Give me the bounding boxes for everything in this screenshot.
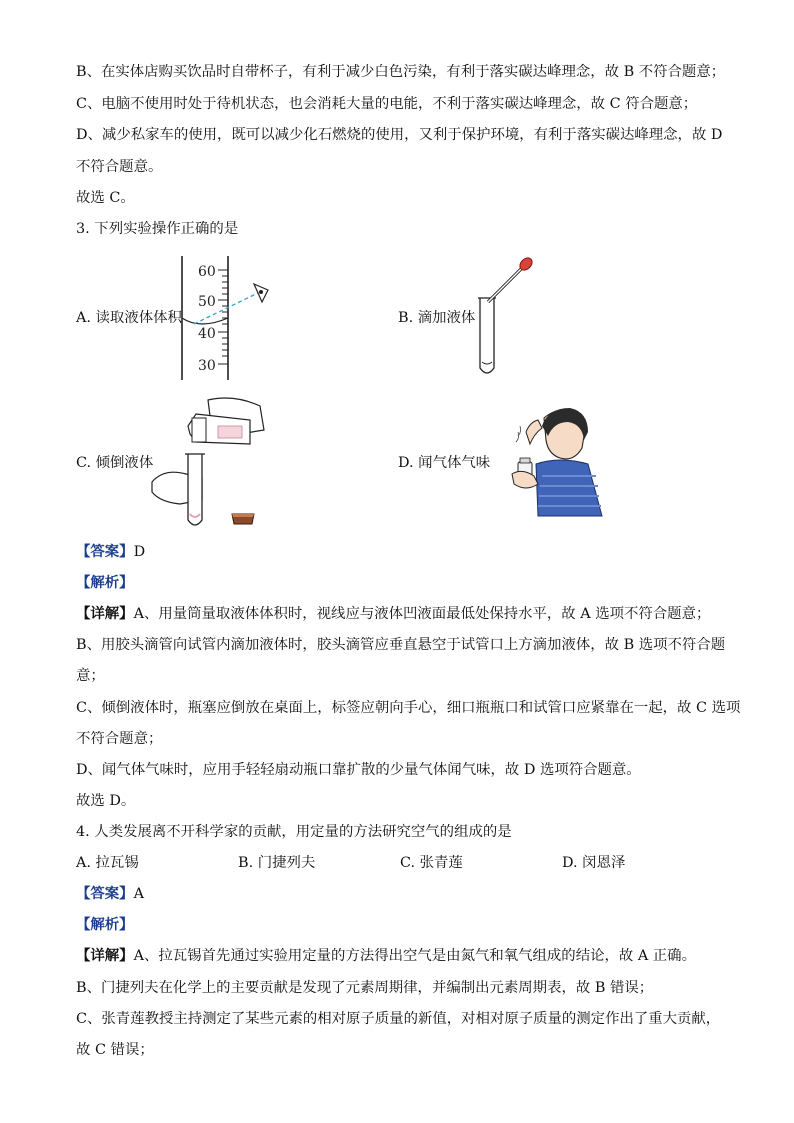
q3-detail-b-line2: 意； (76, 668, 105, 684)
q3-conclusion: 故选 D。 (76, 793, 136, 809)
boy-hand-fanning (526, 420, 542, 444)
q3-detail-c-line2: 不符合题意； (76, 731, 163, 747)
q4-answer-tag: 【答案】 (76, 885, 134, 902)
q2-conclusion: 故选 C。 (76, 190, 135, 206)
q4-detail-c-line1: C、张青莲教授主持测定了某些元素的相对原子质量的新值，对相对原子质量的测定作出了重大贡献， (76, 1011, 721, 1027)
q3-detail-a-line (76, 604, 710, 624)
q4-answer-value: A (133, 886, 144, 902)
pouring-liquid-figure (150, 396, 274, 530)
q3-detail-a: A、用量筒量取液体体积时，视线应与液体凹液面最低处保持水平，故 A 选项不符合题意； (133, 606, 711, 622)
q3-detail-tag: 【详解】 (76, 605, 134, 622)
dropper-test-tube-figure (470, 254, 540, 380)
q4-option-b: B. 门捷列夫 (238, 855, 316, 871)
graduated-cylinder-figure (176, 254, 284, 382)
q4-analysis-tag: 【解析】 (76, 916, 134, 933)
scale-label-60: 60 (198, 264, 216, 280)
test-tube (480, 298, 494, 373)
q4-detail-b: B、门捷列夫在化学上的主要贡献是发现了元素周期律，并编制出元素周期表，故 B 错误； (76, 980, 654, 996)
q2-explanation-b: B、在实体店购买饮品时自带杯子，有利于减少白色污染，有利于落实碳达峰理念，故 B 不符合题意； (76, 64, 726, 80)
q4-option-a: A. 拉瓦锡 (76, 855, 139, 871)
fanning-motion-lines (516, 426, 521, 442)
liquid-meniscus (182, 318, 228, 324)
q3-answer-line (76, 542, 145, 562)
smelling-gas-figure (508, 404, 604, 520)
boy-hand-holding-bottle (512, 471, 538, 488)
q4-option-d: D. 闵恩泽 (562, 855, 626, 871)
q3-answer-tag: 【答案】 (76, 543, 134, 560)
q4-detail-a: A、拉瓦锡首先通过实验用定量的方法得出空气是由氮气和氧气组成的结论，故 A 正确。 (133, 948, 696, 964)
q4-detail-a-line (76, 946, 696, 966)
q3-option-b-label: B. 滴加液体 (398, 310, 476, 326)
q3-detail-d: D、闻气体气味时，应用手轻轻扇动瓶口靠扩散的少量气体闻气味，故 D 选项符合题意。 (76, 762, 641, 778)
q4-detail-c-line2: 故 C 错误； (76, 1042, 154, 1058)
q3-option-c-label: C. 倾倒液体 (76, 455, 154, 471)
scale-label-50: 50 (198, 294, 216, 310)
q3-option-d-label: D. 闻气体气味 (398, 455, 491, 471)
q3-analysis-tag: 【解析】 (76, 574, 134, 591)
q4-option-c: C. 张青莲 (400, 855, 463, 871)
q2-explanation-c: C、电脑不使用时处于待机状态，也会消耗大量的电能，不利于落实碳达峰理念，故 C 符合题意； (76, 96, 698, 112)
q2-explanation-d-line1: D、减少私家车的使用，既可以减少化石燃烧的使用，又利于保护环境，有利于落实碳达峰理念，故 D (76, 127, 723, 143)
bottle-label (218, 426, 242, 438)
q3-option-a-label: A. 读取液体体积 (76, 310, 182, 326)
scale-label-30: 30 (198, 358, 216, 374)
q2-explanation-d-line2: 不符合题意。 (76, 159, 163, 175)
q3-detail-b-line1: B、用胶头滴管向试管内滴加液体时，胶头滴管应垂直悬空于试管口上方滴加液体，故 B 选项不符合题 (76, 637, 726, 653)
q3-answer-value: D (133, 544, 146, 560)
scale-label-40: 40 (198, 326, 216, 342)
boy-sweater (536, 460, 602, 516)
q4-answer-line (76, 884, 144, 904)
q3-stem: 3. 下列实验操作正确的是 (76, 221, 239, 237)
q4-stem: 4. 人类发展离不开科学家的贡献，用定量的方法研究空气的组成的是 (76, 824, 512, 840)
q4-detail-tag: 【详解】 (76, 947, 134, 964)
q3-detail-c-line1: C、倾倒液体时，瓶塞应倒放在桌面上，标签应朝向手心，细口瓶瓶口和试管口应紧靠在一起，故 C 选项 (76, 700, 741, 716)
